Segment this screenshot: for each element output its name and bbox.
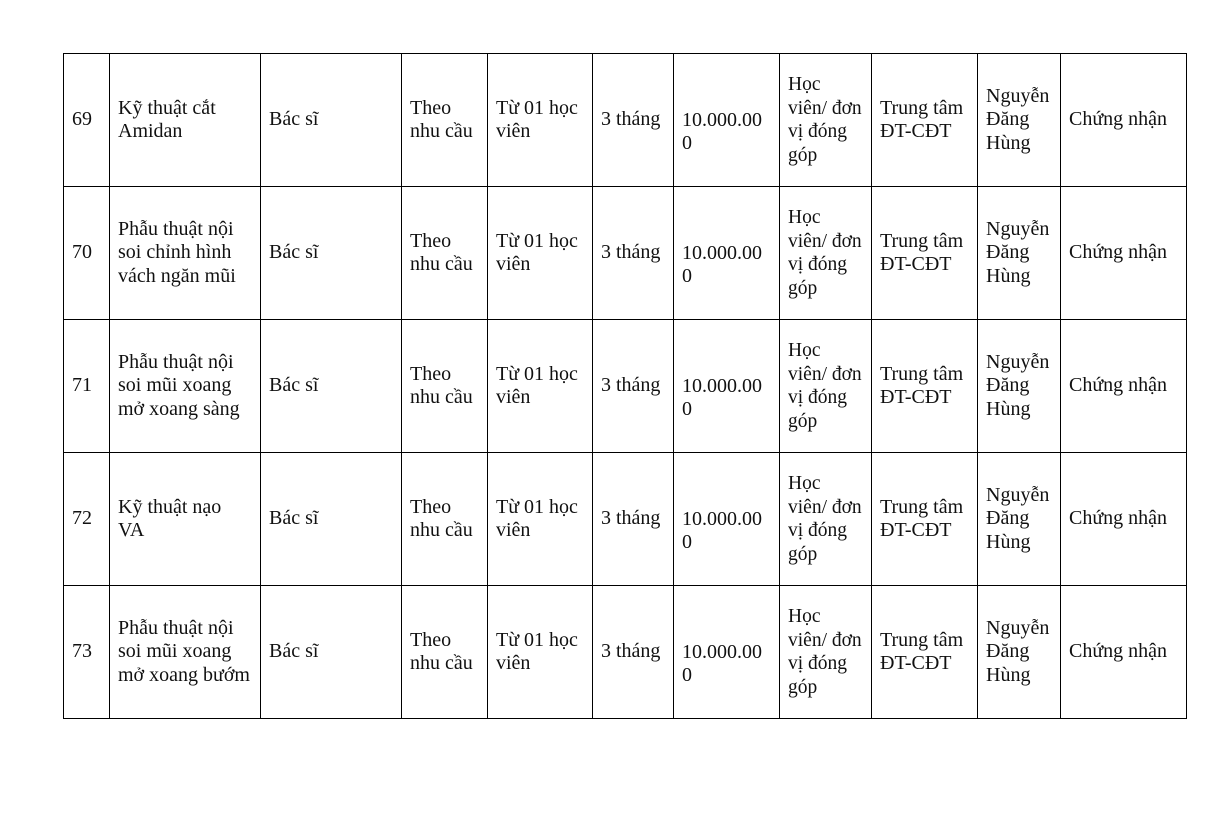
duration-cell: 3 tháng	[593, 453, 674, 586]
course-name-cell: Phẫu thuật nội soi mũi xoang mở xoang bướm	[110, 586, 261, 719]
target-learner-cell: Bác sĩ	[261, 320, 402, 453]
fee-value: 10.000.000	[682, 108, 762, 154]
table-row	[64, 453, 1187, 586]
certificate-cell: Chứng nhận	[1061, 187, 1187, 320]
row-number-cell: 72	[64, 453, 110, 586]
row-number-cell: 73	[64, 586, 110, 719]
enrollment-cell: Từ 01 học viên	[488, 320, 593, 453]
fee-cell	[674, 54, 780, 187]
certificate-cell: Chứng nhận	[1061, 54, 1187, 187]
duration-cell: 3 tháng	[593, 586, 674, 719]
fee-value: 10.000.000	[682, 507, 762, 553]
row-number-cell: 71	[64, 320, 110, 453]
enrollment-cell: Từ 01 học viên	[488, 54, 593, 187]
unit-cell: Trung tâm ĐT-CĐT	[872, 453, 978, 586]
funding-cell: Học viên/ đơn vị đóng góp	[780, 320, 872, 453]
schedule-cell: Theo nhu cầu	[402, 54, 488, 187]
instructor-cell: Nguyễn Đăng Hùng	[978, 586, 1061, 719]
fee-cell	[674, 320, 780, 453]
course-name-cell: Kỹ thuật cắt Amidan	[110, 54, 261, 187]
funding-cell: Học viên/ đơn vị đóng góp	[780, 586, 872, 719]
unit-cell: Trung tâm ĐT-CĐT	[872, 320, 978, 453]
enrollment-cell: Từ 01 học viên	[488, 453, 593, 586]
fee-value: 10.000.000	[682, 374, 762, 420]
fee-cell	[674, 586, 780, 719]
schedule-cell: Theo nhu cầu	[402, 453, 488, 586]
duration-cell: 3 tháng	[593, 187, 674, 320]
table-row	[64, 586, 1187, 719]
unit-cell: Trung tâm ĐT-CĐT	[872, 54, 978, 187]
fee-cell	[674, 453, 780, 586]
course-name-cell: Kỹ thuật nạo VA	[110, 453, 261, 586]
unit-cell: Trung tâm ĐT-CĐT	[872, 586, 978, 719]
schedule-cell: Theo nhu cầu	[402, 187, 488, 320]
certificate-cell: Chứng nhận	[1061, 453, 1187, 586]
duration-cell: 3 tháng	[593, 320, 674, 453]
table-row	[64, 54, 1187, 187]
table-row	[64, 320, 1187, 453]
fee-value: 10.000.000	[682, 640, 762, 686]
instructor-cell: Nguyễn Đăng Hùng	[978, 320, 1061, 453]
target-learner-cell: Bác sĩ	[261, 187, 402, 320]
course-name-cell: Phẫu thuật nội soi chỉnh hình vách ngăn mũi	[110, 187, 261, 320]
course-name-cell: Phẫu thuật nội soi mũi xoang mở xoang sàng	[110, 320, 261, 453]
table-row	[64, 187, 1187, 320]
funding-cell: Học viên/ đơn vị đóng góp	[780, 187, 872, 320]
enrollment-cell: Từ 01 học viên	[488, 586, 593, 719]
target-learner-cell: Bác sĩ	[261, 586, 402, 719]
instructor-cell: Nguyễn Đăng Hùng	[978, 187, 1061, 320]
certificate-cell: Chứng nhận	[1061, 320, 1187, 453]
target-learner-cell: Bác sĩ	[261, 453, 402, 586]
funding-cell: Học viên/ đơn vị đóng góp	[780, 54, 872, 187]
certificate-cell: Chứng nhận	[1061, 586, 1187, 719]
unit-cell: Trung tâm ĐT-CĐT	[872, 187, 978, 320]
course-table	[63, 53, 1187, 719]
duration-cell: 3 tháng	[593, 54, 674, 187]
fee-value: 10.000.000	[682, 241, 762, 287]
funding-cell: Học viên/ đơn vị đóng góp	[780, 453, 872, 586]
schedule-cell: Theo nhu cầu	[402, 586, 488, 719]
schedule-cell: Theo nhu cầu	[402, 320, 488, 453]
row-number-cell: 70	[64, 187, 110, 320]
instructor-cell: Nguyễn Đăng Hùng	[978, 54, 1061, 187]
row-number-cell: 69	[64, 54, 110, 187]
enrollment-cell: Từ 01 học viên	[488, 187, 593, 320]
fee-cell	[674, 187, 780, 320]
target-learner-cell: Bác sĩ	[261, 54, 402, 187]
instructor-cell: Nguyễn Đăng Hùng	[978, 453, 1061, 586]
